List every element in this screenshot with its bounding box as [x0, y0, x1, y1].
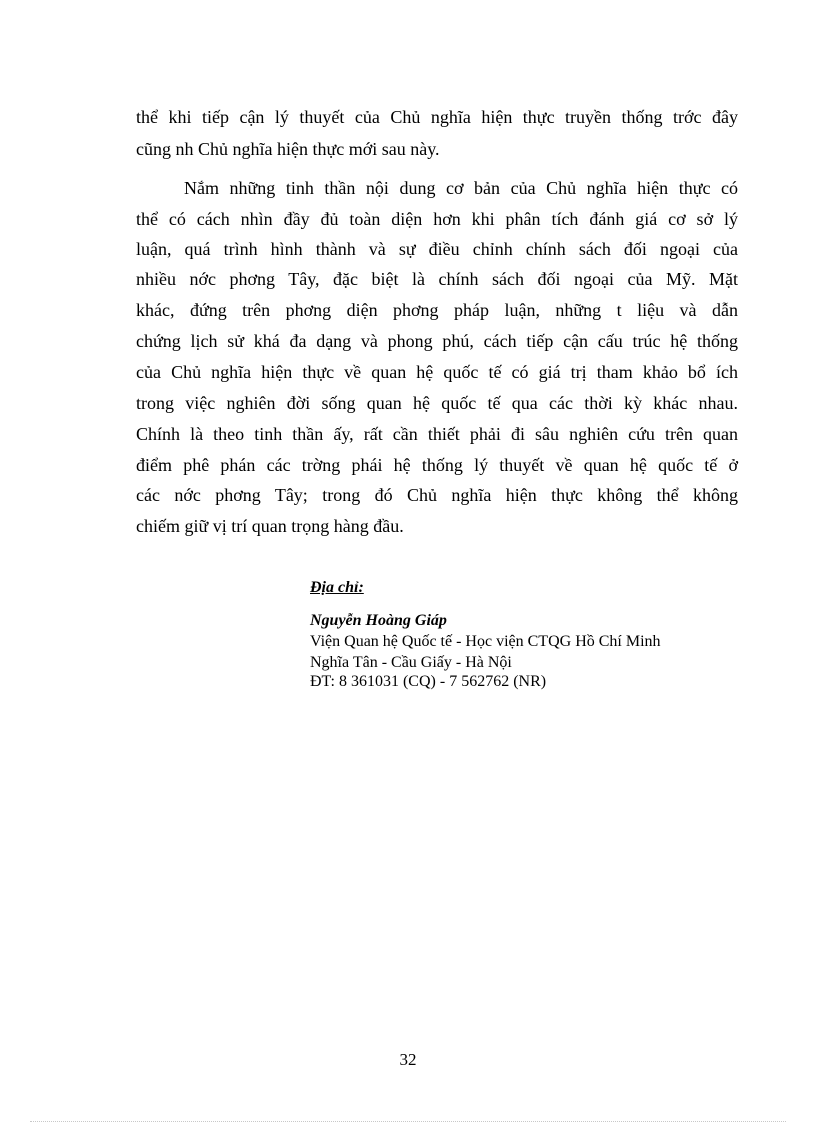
body-line-14: chiếm giữ vị trí quan trọng hàng đầu. [136, 516, 404, 536]
body-line-11: Chính là theo tinh thần ấy, rất cần thiết phải đi sâu nghiên cứu trên quan [136, 424, 738, 444]
body-line-6: nhiều nớc phơng Tây, đặc biệt là chính sách đối ngoại của Mỹ. Mặt [136, 269, 738, 289]
body-line-9: của Chủ nghĩa hiện thực về quan hệ quốc tế có giá trị tham khảo bổ ích [136, 362, 738, 382]
body-line-4: thể có cách nhìn đầy đủ toàn diện hơn khi phân tích đánh giá cơ sở lý [136, 209, 738, 229]
author-name: Nguyễn Hoàng Giáp [310, 612, 447, 629]
body-line-2: cũng nh Chủ nghĩa hiện thực mới sau này. [136, 139, 440, 159]
body-line-12: điểm phê phán các trờng phái hệ thống lý thuyết về quan hệ quốc tế ở [136, 455, 738, 475]
address-line-3: ĐT: 8 361031 (CQ) - 7 562762 (NR) [310, 673, 547, 690]
body-line-1: thể khi tiếp cận lý thuyết của Chủ nghĩa hiện thực truyền thống trớc đây [136, 107, 738, 127]
body-line-13: các nớc phơng Tây; trong đó Chủ nghĩa hiện thực không thể không [136, 485, 738, 505]
address-line-1: Viện Quan hệ Quốc tế - Học viện CTQG Hồ Chí Minh [310, 633, 661, 650]
page-number: 32 [399, 1050, 417, 1069]
body-line-5: luận, quá trình hình thành và sự điều chỉnh chính sách đối ngoại của [136, 239, 738, 259]
address-heading: Địa chỉ: [310, 579, 364, 596]
body-line-8: chứng lịch sử khá đa dạng và phong phú, cách tiếp cận cấu trúc hệ thống [136, 331, 738, 351]
body-line-10: trong việc nghiên đời sống quan hệ quốc tế qua các thời kỳ khác nhau. [136, 393, 738, 413]
page-bottom-divider [30, 1121, 786, 1122]
body-line-3: Nắm những tinh thần nội dung cơ bản của Chủ nghĩa hiện thực có [184, 178, 738, 198]
body-line-7: khác, đứng trên phơng diện phơng pháp luận, những t liệu và dẫn [136, 300, 738, 320]
address-line-2: Nghĩa Tân - Cầu Giấy - Hà Nội [310, 654, 512, 671]
